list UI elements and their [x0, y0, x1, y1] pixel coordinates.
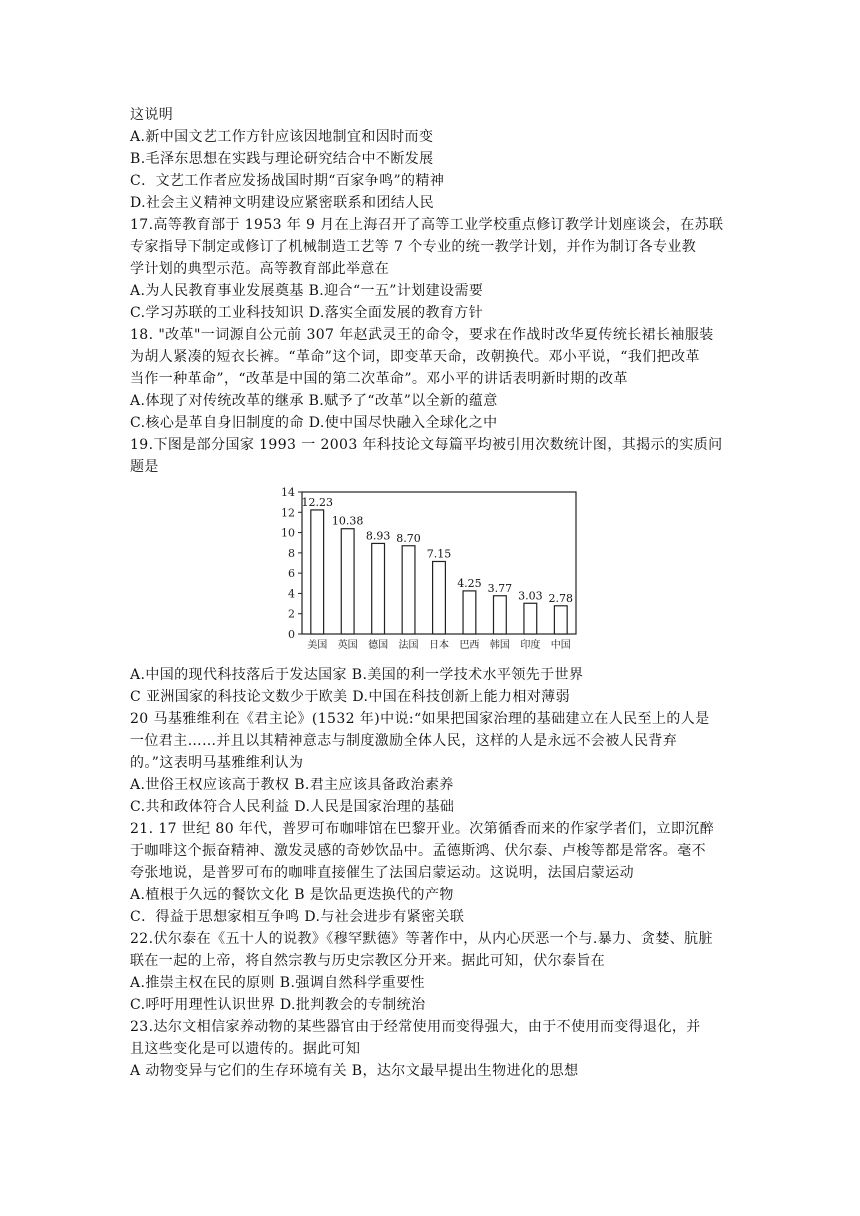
text-line: 且这些变化是可以遗传的。据此可知 — [130, 1041, 361, 1057]
y-tick-label: 8 — [288, 546, 295, 560]
text-block-bottom — [130, 664, 730, 1082]
y-tick-label: 2 — [288, 607, 295, 621]
text-line: 19.下图是部分国家 1993 一 2003 年科技论文每篇平均被引用次数统计图，其揭示的实质问 — [130, 437, 723, 453]
text-line: C.共和政体符合人民利益 D.人民是国家治理的基础 — [130, 799, 455, 815]
y-tick-label: 4 — [288, 587, 295, 601]
text-block-top — [130, 104, 730, 478]
text-line: C.学习苏联的工业科技知识 D.落实全面发展的教育方针 — [130, 305, 484, 321]
y-tick-label: 10 — [281, 526, 295, 540]
bar-法国 — [402, 546, 415, 634]
text-line: 当作一种革命”，“改革是中国的第二次革命”。邓小平的讲话表明新时期的改革 — [130, 371, 628, 387]
text-line: 这说明 — [130, 107, 174, 123]
text-line: A.推崇主权在民的原则 B.强调自然科学重要性 — [130, 975, 425, 991]
x-category-label: 法国 — [398, 640, 419, 651]
bar-英国 — [341, 529, 354, 634]
text-line: 22.伏尔泰在《五十人的说教》《穆罕默德》等著作中，从内心厌恶一个与.暴力、贪婪、肮脏 — [130, 931, 713, 947]
x-category-label: 韩国 — [489, 640, 510, 651]
bar-印度 — [524, 603, 537, 634]
text-line: 一位君主……并且以其精神意志与制度激励全体人民，这样的人是永远不会被人民背弃 — [130, 733, 678, 749]
bar-value-label: 2.78 — [548, 591, 574, 605]
x-category-label: 印度 — [520, 640, 541, 651]
y-tick-label: 6 — [288, 567, 295, 581]
text-line: 20 马基雅维利在《君主论》(1532 年)中说:“如果把国家治理的基础建立在人民至上的人是 — [130, 711, 710, 727]
text-line: 18. "改革"一词源自公元前 307 年赵武灵王的命令，要求在作战时改华夏传统长裙长袖服装 — [130, 327, 714, 343]
x-category-label: 美国 — [307, 640, 328, 651]
text-line: 17.高等教育部于 1953 年 9 月在上海召开了高等工业学校重点修订教学计划座谈会，在苏联 — [130, 217, 724, 233]
bar-value-label: 8.93 — [365, 529, 391, 543]
text-line: A.体现了对传统改革的继承 B.赋予了“改革”以全新的蕴意 — [130, 393, 498, 409]
text-line: A.世俗王权应该高于教权 B.君主应该具备政治素养 — [130, 777, 454, 793]
y-tick-label: 14 — [281, 486, 295, 499]
x-category-label: 中国 — [550, 640, 571, 651]
text-line: 专家指导下制定或修订了机械制造工艺等 7 个专业的统一教学计划，并作为制订各专业教 — [130, 239, 697, 255]
text-line: C.核心是革自身旧制度的命 D.使中国尽快融入全球化之中 — [130, 415, 498, 431]
bar-中国 — [554, 606, 567, 634]
bar-value-label: 12.23 — [301, 495, 333, 509]
text-line: C 亚洲国家的科技论文数少于欧美 D.中国在科技创新上能力相对薄弱 — [130, 689, 570, 705]
bar-value-label: 3.77 — [487, 581, 513, 595]
x-category-label: 英国 — [337, 640, 358, 651]
text-line: 21. 17 世纪 80 年代，普罗可布咖啡馆在巴黎开业。次第循香而来的作家学者们，立即沉醉 — [130, 821, 715, 837]
text-line: C．文艺工作者应发扬战国时期“百家争鸣”的精神 — [130, 173, 445, 189]
bar-日本 — [433, 561, 446, 634]
text-line: A.为人民教育事业发展奠基 B.迎合“一五”计划建设需要 — [130, 283, 484, 299]
bar-德国 — [372, 543, 385, 634]
text-line: 联在一起的上帝，将自然宗教与历史宗教区分开来。据此可知，伏尔泰旨在 — [130, 953, 606, 969]
text-line: 的。”这表明马基雅维利认为 — [130, 755, 304, 771]
citation-bar-chart — [276, 484, 586, 660]
text-line: D.社会主义精神文明建设应紧密联系和团结人民 — [130, 195, 434, 211]
text-line: 学计划的典型示范。高等教育部此举意在 — [130, 261, 390, 277]
bar-value-label: 8.70 — [396, 531, 421, 545]
chart-container — [130, 484, 730, 660]
text-line: A.新中国文艺工作方针应该因地制宜和因时而变 — [130, 129, 434, 145]
bar-美国 — [311, 510, 324, 634]
x-category-label: 巴西 — [459, 640, 480, 651]
bar-巴西 — [463, 591, 476, 634]
text-line: C.呼吁用理性认识世界 D.批判教会的专制统治 — [130, 997, 426, 1013]
text-line: 于咖啡这个振奋精神、激发灵感的奇妙饮品中。孟德斯鸿、伏尔泰、卢梭等都是常客。毫不 — [130, 843, 706, 859]
bar-value-label: 3.03 — [518, 589, 543, 603]
bar-value-label: 4.25 — [457, 576, 482, 590]
text-line: 夸张地说，是普罗可布的咖啡直接催生了法国启蒙运动。这说明，法国启蒙运动 — [130, 865, 634, 881]
text-line: 23.达尔文相信家养动物的某些器官由于经常使用而变得强大，由于不使用而变得退化，并 — [130, 1019, 701, 1035]
text-line: A.植根于久远的餐饮文化 B 是饮品更迭换代的产物 — [130, 887, 454, 903]
bar-value-label: 10.38 — [331, 514, 364, 528]
x-category-label: 德国 — [368, 640, 389, 651]
text-line: C．得益于思想家相互争鸣 D.与社会进步有紧密关联 — [130, 909, 465, 925]
text-line: A 动物变异与它们的生存环境有关 B，达尔文最早提出生物进化的思想 — [130, 1063, 579, 1079]
text-line: 为胡人紧凑的短衣长裤。“革命”这个词，即变革天命，改朝换代。邓小平说，“我们把改革 — [130, 349, 700, 365]
text-line: B.毛泽东思想在实践与理论研究结合中不断发展 — [130, 151, 434, 167]
exam-page — [130, 104, 730, 1082]
x-category-label: 日本 — [429, 640, 449, 651]
text-line: 题是 — [130, 459, 159, 475]
bar-韩国 — [493, 596, 506, 634]
text-line: A.中国的现代科技落后于发达国家 B.美国的利一学技术水平领先于世界 — [130, 667, 584, 683]
y-tick-label: 12 — [281, 506, 295, 520]
y-tick-label: 0 — [288, 628, 295, 641]
bar-value-label: 7.15 — [426, 547, 452, 561]
